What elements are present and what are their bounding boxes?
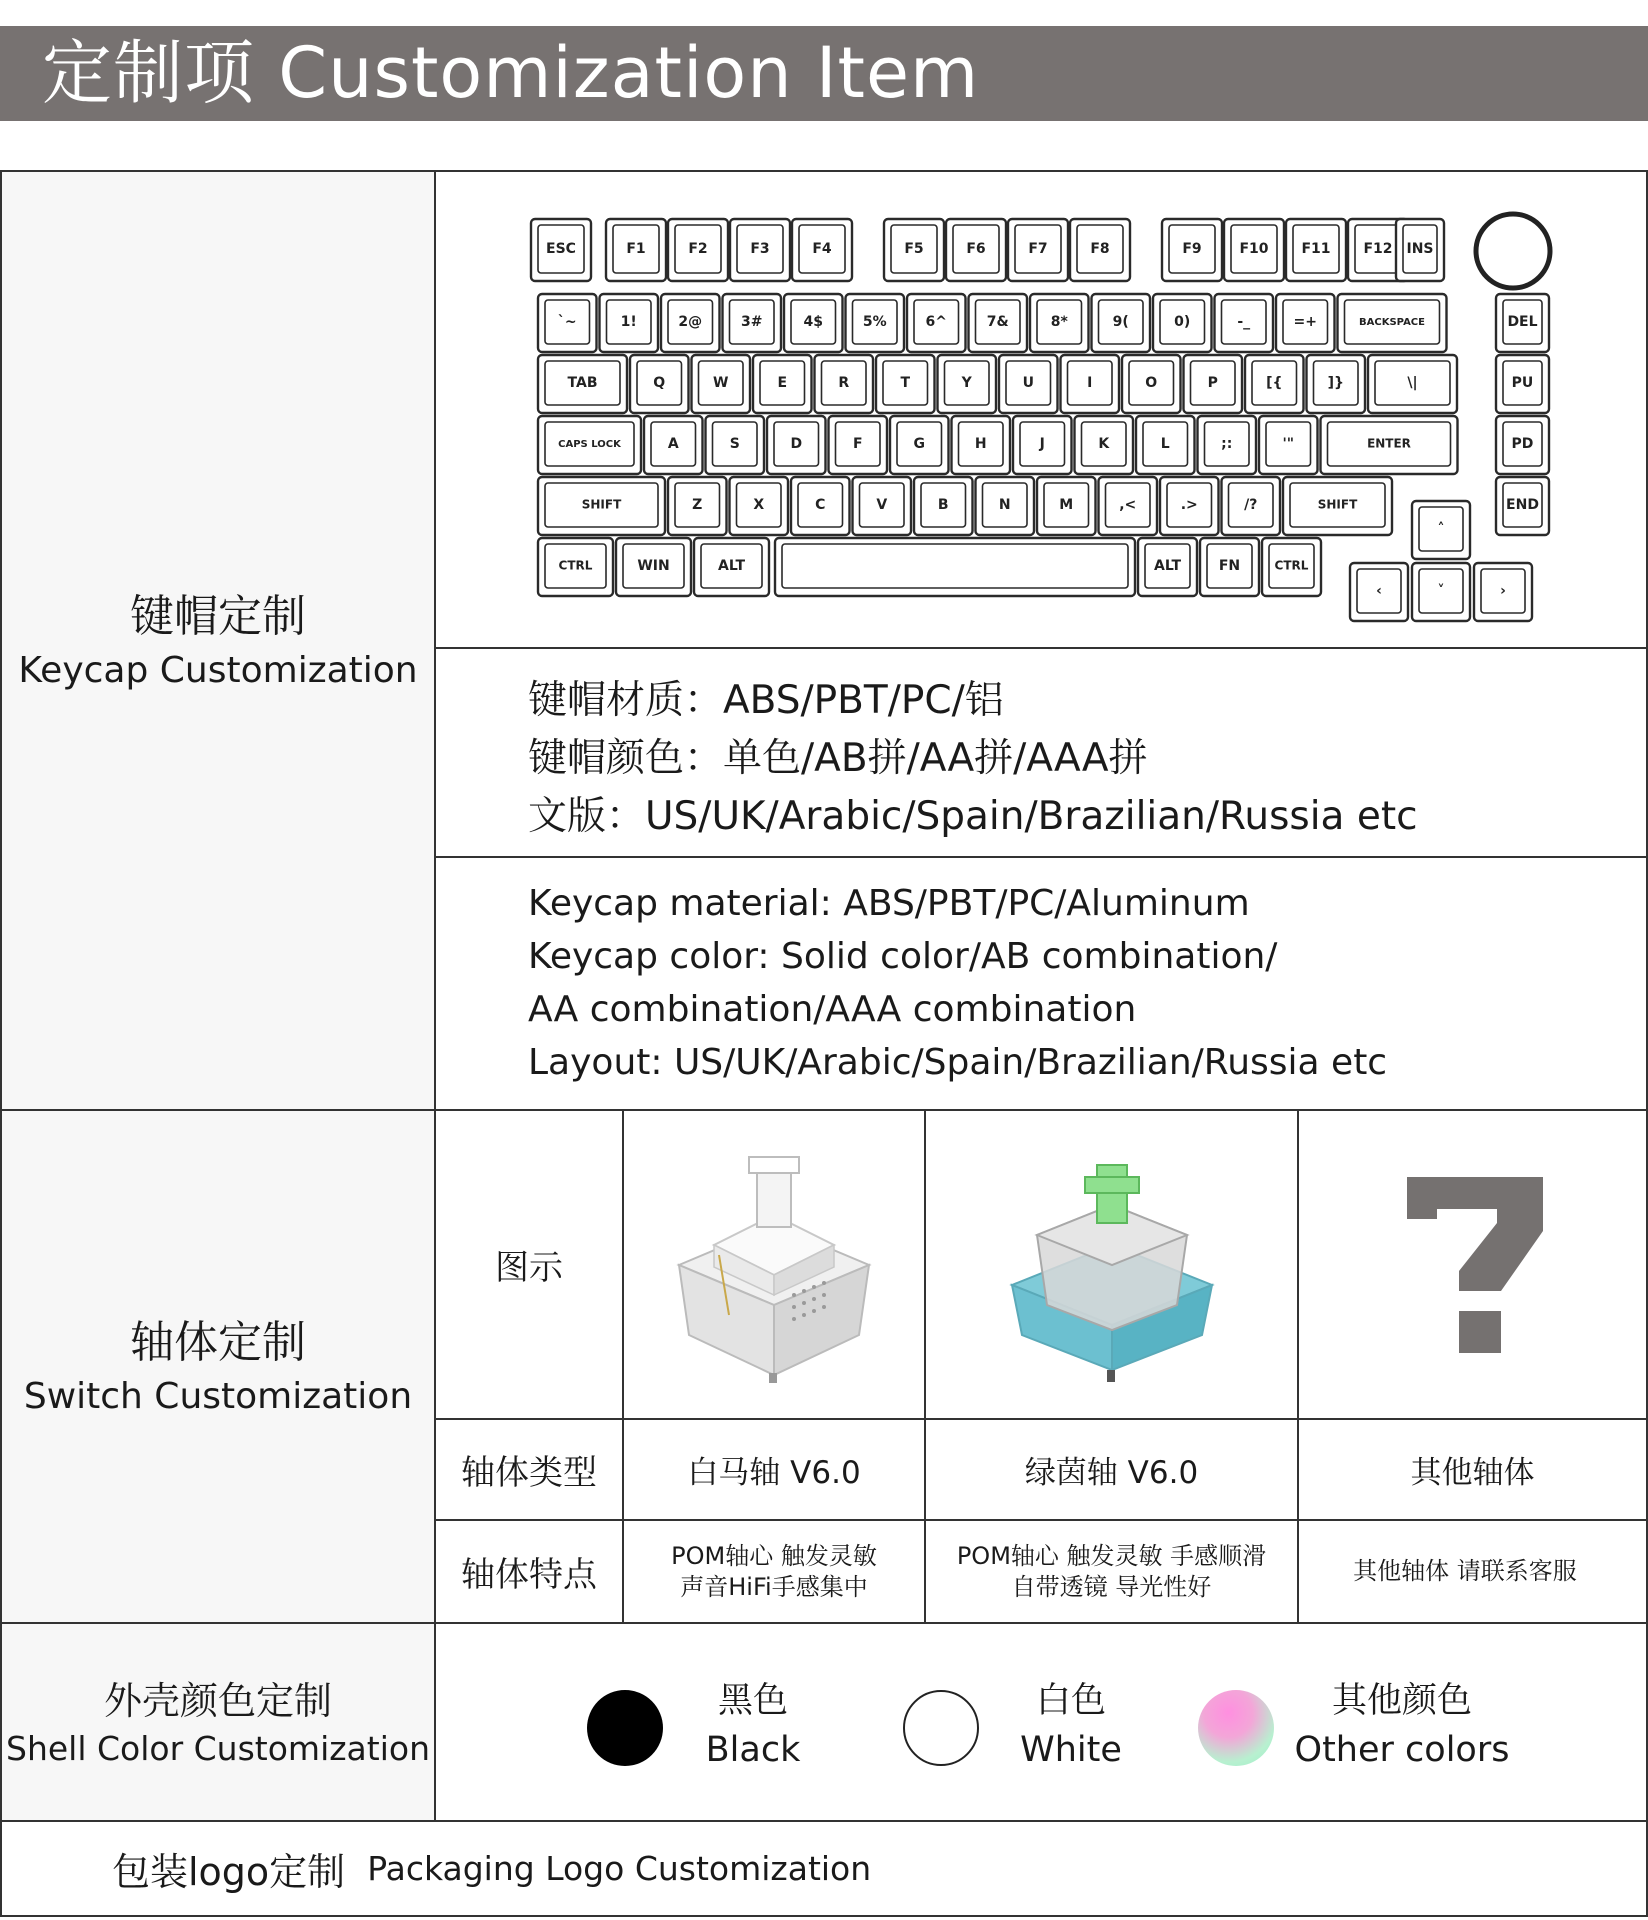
- key-n12-: [1276, 294, 1335, 352]
- svg-text:9(: 9(: [1112, 314, 1129, 330]
- key-b1-win: [616, 538, 691, 596]
- svg-text:PD: PD: [1511, 436, 1534, 452]
- color-label-white: [951, 1677, 1191, 1775]
- svg-text:3#: 3#: [741, 314, 763, 330]
- svg-text:0): 0): [1174, 314, 1191, 330]
- svg-text:X: X: [753, 497, 765, 513]
- key-fn13-ins: [1396, 219, 1444, 281]
- color-label-other-zh: 其他颜色: [1331, 1681, 1472, 1721]
- shell-section-label: [2, 1624, 434, 1822]
- key-t0-tab: [538, 355, 627, 413]
- keycap-spec-en-material: Keycap material: ABS/PBT/PC/Aluminum: [528, 883, 1250, 924]
- svg-text:F6: F6: [966, 241, 986, 257]
- color-label-black-en: Black: [705, 1730, 801, 1770]
- svg-text:SHIFT: SHIFT: [581, 497, 622, 512]
- packaging-row: [112, 1838, 871, 1898]
- key-c12-enter: [1321, 416, 1458, 474]
- svg-text:I: I: [1087, 375, 1093, 391]
- svg-text:U: U: [1022, 375, 1034, 391]
- svg-text:˅: ˅: [1437, 583, 1445, 599]
- svg-text:[{: [{: [1266, 375, 1283, 391]
- svg-text:F3: F3: [750, 241, 770, 257]
- svg-text:-_: -_: [1237, 314, 1251, 330]
- switch-type-green: 绿茵轴 V6.0: [1024, 1455, 1199, 1491]
- packaging-label-en: Packaging Logo Customization: [367, 1848, 872, 1888]
- key-n14-del: [1496, 294, 1549, 352]
- key-t1-q: [630, 355, 689, 413]
- svg-text:T: T: [900, 375, 911, 391]
- keycap-spec-en-color-cont: AA combination/AAA combination: [528, 989, 1137, 1030]
- svg-text:V: V: [876, 497, 888, 513]
- color-label-black-zh: 黑色: [717, 1681, 788, 1721]
- key-s10-: [1222, 477, 1281, 535]
- svg-text:.>: .>: [1180, 497, 1198, 513]
- svg-text:A: A: [667, 436, 679, 452]
- keycap-spec-zh-layout: 文版：US/UK/Arabic/Spain/Brazilian/Russia etc: [528, 794, 1418, 839]
- switch-row-label-image: 图示: [495, 1248, 563, 1288]
- svg-text:C: C: [815, 497, 826, 513]
- svg-text:6^: 6^: [925, 314, 947, 330]
- key-n8-8: [1030, 294, 1089, 352]
- svg-text:M: M: [1059, 497, 1074, 513]
- svg-text:F4: F4: [812, 241, 832, 257]
- arrow-right-key: [1474, 563, 1532, 621]
- key-s6-n: [976, 477, 1035, 535]
- svg-text:F5: F5: [904, 241, 924, 257]
- key-b6-ctrl: [1262, 538, 1321, 596]
- key-c1-a: [644, 416, 703, 474]
- key-c5-g: [890, 416, 949, 474]
- shell-title-en: Shell Color Customization: [6, 1729, 430, 1768]
- svg-text:˄: ˄: [1437, 521, 1445, 537]
- page-header: 定制项 Customization Item: [0, 26, 1648, 121]
- key-n11-: [1215, 294, 1274, 352]
- key-c10-: [1198, 416, 1257, 474]
- svg-text:Q: Q: [653, 375, 666, 391]
- svg-text:]}: ]}: [1327, 375, 1344, 391]
- svg-text:B: B: [937, 497, 949, 513]
- key-c2-s: [706, 416, 765, 474]
- svg-text:O: O: [1145, 375, 1158, 391]
- svg-text:ENTER: ENTER: [1367, 436, 1411, 451]
- svg-text:F7: F7: [1028, 241, 1048, 257]
- color-label-white-en: White: [1020, 1730, 1122, 1770]
- svg-text:/?: /?: [1244, 497, 1258, 513]
- svg-text:2@: 2@: [678, 314, 703, 330]
- color-label-other-en: Other colors: [1294, 1730, 1510, 1770]
- svg-text:D: D: [790, 436, 803, 452]
- svg-text:\|: \|: [1407, 375, 1418, 391]
- arrow-up-key: [1412, 501, 1470, 559]
- svg-text:F9: F9: [1182, 241, 1202, 257]
- white-switch-image: [624, 1111, 924, 1418]
- key-c7-j: [1013, 416, 1072, 474]
- svg-text:PU: PU: [1511, 375, 1534, 391]
- switch-row-label-features: 轴体特点: [461, 1555, 597, 1595]
- svg-text:CTRL: CTRL: [558, 558, 593, 573]
- svg-text:;:: ;:: [1221, 436, 1233, 452]
- svg-text:SHIFT: SHIFT: [1317, 497, 1358, 512]
- svg-text:Z: Z: [692, 497, 703, 513]
- keycap-spec-zh-color: 键帽颜色：单色/AB拼/AA拼/AAA拼: [528, 736, 1148, 781]
- svg-text:7&: 7&: [986, 314, 1009, 330]
- switch-section-label: [2, 1111, 434, 1623]
- key-b0-ctrl: [538, 538, 613, 596]
- question-mark-icon: [1299, 1111, 1646, 1418]
- key-c8-k: [1075, 416, 1134, 474]
- key-b4-alt: [1138, 538, 1197, 596]
- packaging-label-zh: 包装logo定制: [112, 1849, 346, 1894]
- key-fn6-f6: [946, 219, 1006, 281]
- svg-text:ALT: ALT: [1154, 558, 1181, 574]
- key-n10-0: [1153, 294, 1212, 352]
- switch-features-green: [926, 1521, 1297, 1622]
- key-n13-backspace: [1338, 294, 1447, 352]
- key-n5-5: [846, 294, 905, 352]
- svg-text:ESC: ESC: [546, 241, 576, 257]
- svg-text:`~: `~: [557, 314, 577, 330]
- svg-text:W: W: [713, 375, 729, 391]
- svg-text:INS: INS: [1406, 241, 1434, 257]
- svg-text:F12: F12: [1363, 241, 1393, 257]
- svg-text:FN: FN: [1218, 558, 1241, 574]
- key-t10-p: [1184, 355, 1243, 413]
- key-t13-: [1368, 355, 1457, 413]
- volume-knob: [1476, 214, 1550, 288]
- switch-title-zh: 轴体定制: [130, 1317, 306, 1368]
- shell-title-zh: 外壳颜色定制: [103, 1679, 332, 1723]
- switch-features-white-line-1: POM轴心 触发灵敏: [671, 1541, 877, 1570]
- switch-features-white: [624, 1521, 924, 1622]
- key-fn11-f11: [1286, 219, 1346, 281]
- svg-text:F1: F1: [626, 241, 646, 257]
- svg-text:4$: 4$: [803, 314, 823, 330]
- key-c9-l: [1136, 416, 1195, 474]
- svg-text:'": '": [1282, 436, 1295, 452]
- key-t2-w: [692, 355, 751, 413]
- key-t4-r: [815, 355, 874, 413]
- switch-row-label-type: 轴体类型: [461, 1453, 597, 1493]
- svg-text:H: H: [974, 436, 987, 452]
- key-t12-: [1307, 355, 1366, 413]
- key-fn5-f5: [884, 219, 944, 281]
- svg-text:Y: Y: [961, 375, 972, 391]
- key-n9-9: [1092, 294, 1151, 352]
- key-s8-: [1099, 477, 1158, 535]
- key-s9-: [1160, 477, 1219, 535]
- svg-text:CTRL: CTRL: [1274, 558, 1309, 573]
- key-t7-u: [999, 355, 1058, 413]
- key-c0-capslock: [538, 416, 641, 474]
- svg-text:N: N: [998, 497, 1011, 513]
- keycap-spec-en-color: Keycap color: Solid color/AB combination/: [528, 936, 1278, 977]
- keycap-title-en: Keycap Customization: [18, 650, 418, 691]
- svg-text:,<: ,<: [1119, 497, 1137, 513]
- key-s7-m: [1037, 477, 1096, 535]
- key-c11-: [1259, 416, 1318, 474]
- svg-text:TAB: TAB: [567, 375, 598, 391]
- svg-text:R: R: [838, 375, 850, 391]
- key-fn0-esc: [531, 219, 591, 281]
- svg-text:E: E: [777, 375, 788, 391]
- key-fn10-f10: [1224, 219, 1284, 281]
- color-label-black: [633, 1677, 873, 1775]
- svg-text:WIN: WIN: [637, 558, 670, 574]
- svg-text:‹: ‹: [1376, 583, 1382, 599]
- svg-text:P: P: [1207, 375, 1218, 391]
- switch-title-en: Switch Customization: [23, 1376, 413, 1417]
- key-b3-blank: [775, 538, 1135, 596]
- key-fn2-f2: [668, 219, 728, 281]
- key-t14-pu: [1496, 355, 1549, 413]
- keycap-title-zh: 键帽定制: [130, 591, 306, 642]
- svg-text:1!: 1!: [620, 314, 637, 330]
- key-fn3-f3: [730, 219, 790, 281]
- keyboard-layout-diagram: [528, 211, 1556, 629]
- key-s0-shift: [538, 477, 665, 535]
- svg-text:F11: F11: [1301, 241, 1331, 257]
- key-t3-e: [753, 355, 812, 413]
- key-s2-x: [730, 477, 789, 535]
- key-c13-pd: [1496, 416, 1549, 474]
- key-b5-fn: [1200, 538, 1259, 596]
- keycap-section-label: [2, 172, 434, 1110]
- svg-text:BACKSPACE: BACKSPACE: [1359, 317, 1425, 328]
- svg-text:8*: 8*: [1050, 314, 1068, 330]
- svg-text:F10: F10: [1239, 241, 1269, 257]
- key-s12-end: [1496, 477, 1549, 535]
- key-s4-v: [853, 477, 912, 535]
- key-n0-: [538, 294, 597, 352]
- key-s1-z: [668, 477, 727, 535]
- key-fn7-f7: [1008, 219, 1068, 281]
- key-t8-i: [1061, 355, 1120, 413]
- key-n7-7: [969, 294, 1028, 352]
- key-fn8-f8: [1070, 219, 1130, 281]
- arrow-left-key: [1350, 563, 1408, 621]
- svg-text:K: K: [1098, 436, 1110, 452]
- switch-features-green-line-1: POM轴心 触发灵敏 手感顺滑: [956, 1541, 1267, 1570]
- switch-type-other: 其他轴体: [1410, 1455, 1535, 1491]
- color-label-other: [1282, 1677, 1522, 1775]
- svg-text:5%: 5%: [862, 314, 887, 330]
- arrow-down-key: [1412, 563, 1470, 621]
- key-n4-4: [784, 294, 843, 352]
- key-t11-: [1245, 355, 1304, 413]
- keycap-spec-zh-material: 键帽材质：ABS/PBT/PC/铝: [528, 678, 1004, 723]
- key-s11-shift: [1283, 477, 1392, 535]
- key-t9-o: [1122, 355, 1181, 413]
- key-c4-f: [829, 416, 888, 474]
- switch-features-other: 其他轴体 请联系客服: [1353, 1557, 1577, 1585]
- gradient-swatch: [1198, 1690, 1274, 1766]
- switch-type-white: 白马轴 V6.0: [687, 1455, 861, 1491]
- key-s3-c: [791, 477, 850, 535]
- svg-text:DEL: DEL: [1507, 314, 1538, 330]
- svg-text:F: F: [852, 436, 863, 452]
- svg-text:J: J: [1039, 436, 1045, 452]
- key-fn9-f9: [1162, 219, 1222, 281]
- keyboard-svg: [528, 211, 1556, 629]
- svg-text:S: S: [729, 436, 740, 452]
- key-fn4-f4: [792, 219, 852, 281]
- svg-text:›: ›: [1500, 583, 1506, 599]
- svg-text:CAPS LOCK: CAPS LOCK: [558, 439, 621, 450]
- svg-text:F2: F2: [688, 241, 708, 257]
- green-switch-image: [926, 1111, 1297, 1418]
- key-fn1-f1: [606, 219, 666, 281]
- color-label-white-zh: 白色: [1035, 1681, 1106, 1721]
- key-n3-3: [723, 294, 782, 352]
- key-n6-6: [907, 294, 966, 352]
- key-n2-2: [661, 294, 720, 352]
- svg-text:END: END: [1506, 497, 1539, 513]
- key-b2-alt: [694, 538, 769, 596]
- keycap-spec-en-layout: Layout: US/UK/Arabic/Spain/Brazilian/Russia etc: [528, 1042, 1388, 1083]
- switch-features-white-line-2: 声音HiFi手感集中: [680, 1572, 868, 1601]
- svg-text:=+: =+: [1293, 314, 1317, 330]
- key-s5-b: [914, 477, 973, 535]
- key-n1-1: [600, 294, 659, 352]
- key-t5-t: [876, 355, 935, 413]
- key-t6-y: [938, 355, 997, 413]
- switch-features-green-line-2: 自带透镜 导光性好: [1011, 1572, 1212, 1601]
- key-c6-h: [952, 416, 1011, 474]
- svg-text:ALT: ALT: [718, 558, 745, 574]
- svg-text:L: L: [1160, 436, 1170, 452]
- svg-text:F8: F8: [1090, 241, 1110, 257]
- svg-text:G: G: [913, 436, 925, 452]
- key-c3-d: [767, 416, 826, 474]
